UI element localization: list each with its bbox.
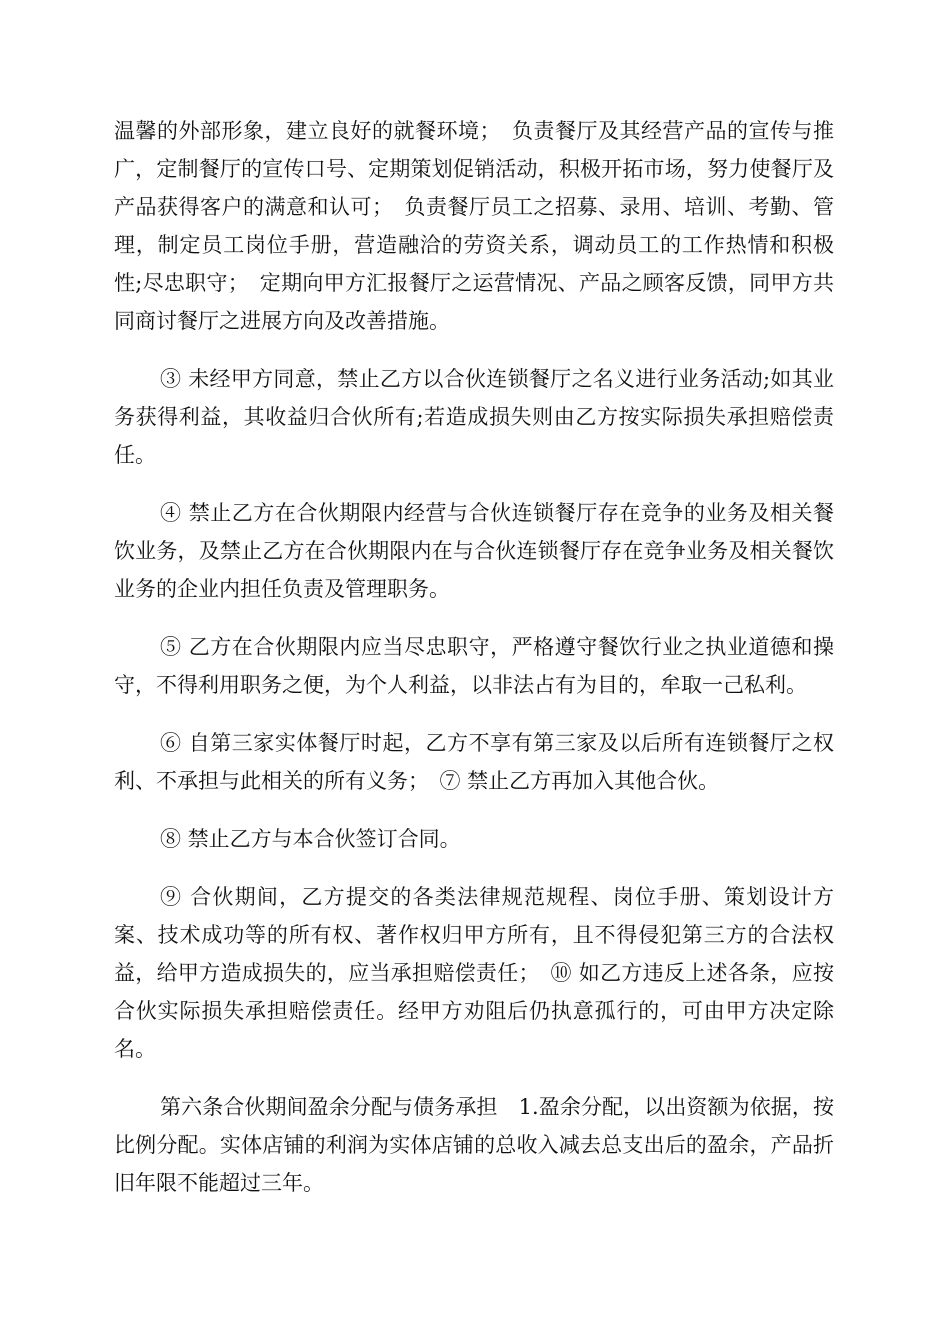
paragraph-duties-continued: 温馨的外部形象，建立良好的就餐环境； 负责餐厅及其经营产品的宣传与推广，定制餐厅的宣传口号、定期策划促销活动，积极开拓市场，努力使餐厅及产品获得客户的满意和认可； 负责餐厅员工之招募、录用、培训、考勤、管理，制定员工岗位手册，营造融洽的劳资关系，调动员工的工作热情和积极性;尽忠职守； 定期向甲方汇报餐厅之运营情况、产品之顾客反馈，同甲方共同商讨餐厅之进展方向及改善措施。 <box>114 119 834 333</box>
paragraph-clause-9-10: ⑨ 合伙期间，乙方提交的各类法律规范规程、岗位手册、策划设计方案、技术成功等的所有权、著作权归甲方所有，且不得侵犯第三方的合法权益，给甲方造成损失的，应当承担赔偿责任； ⑩ 如乙方违反上述各条，应按合伙实际损失承担赔偿责任。经甲方劝阻后仍执意孤行的，可由甲方决定除名。 <box>114 885 834 1061</box>
paragraph-clause-6-7: ⑥ 自第三家实体餐厅时起，乙方不享有第三家及以后所有连锁餐厅之权利、不承担与此相关的所有义务； ⑦ 禁止乙方再加入其他合伙。 <box>114 731 834 793</box>
paragraph-article-6: 第六条合伙期间盈余分配与债务承担 1.盈余分配，以出资额为依据，按比例分配。实体店铺的利润为实体店铺的总收入减去总支出后的盈余，产品折旧年限不能超过三年。 <box>114 1095 834 1195</box>
paragraph-clause-4: ④ 禁止乙方在合伙期限内经营与合伙连锁餐厅存在竞争的业务及相关餐饮业务，及禁止乙方在合伙期限内在与合伙连锁餐厅存在竞争业务及相关餐饮业务的企业内担任负责及管理职务。 <box>114 501 834 601</box>
document-body <box>114 112 834 1222</box>
paragraph-clause-5: ⑤ 乙方在合伙期限内应当尽忠职守，严格遵守餐饮行业之执业道德和操守，不得利用职务之便，为个人利益，以非法占有为目的，牟取一己私利。 <box>114 635 834 697</box>
paragraph-clause-3: ③ 未经甲方同意，禁止乙方以合伙连锁餐厅之名义进行业务活动;如其业务获得利益，其收益归合伙所有;若造成损失则由乙方按实际损失承担赔偿责任。 <box>114 367 834 467</box>
paragraph-clause-8: ⑧ 禁止乙方与本合伙签订合同。 <box>160 827 461 851</box>
